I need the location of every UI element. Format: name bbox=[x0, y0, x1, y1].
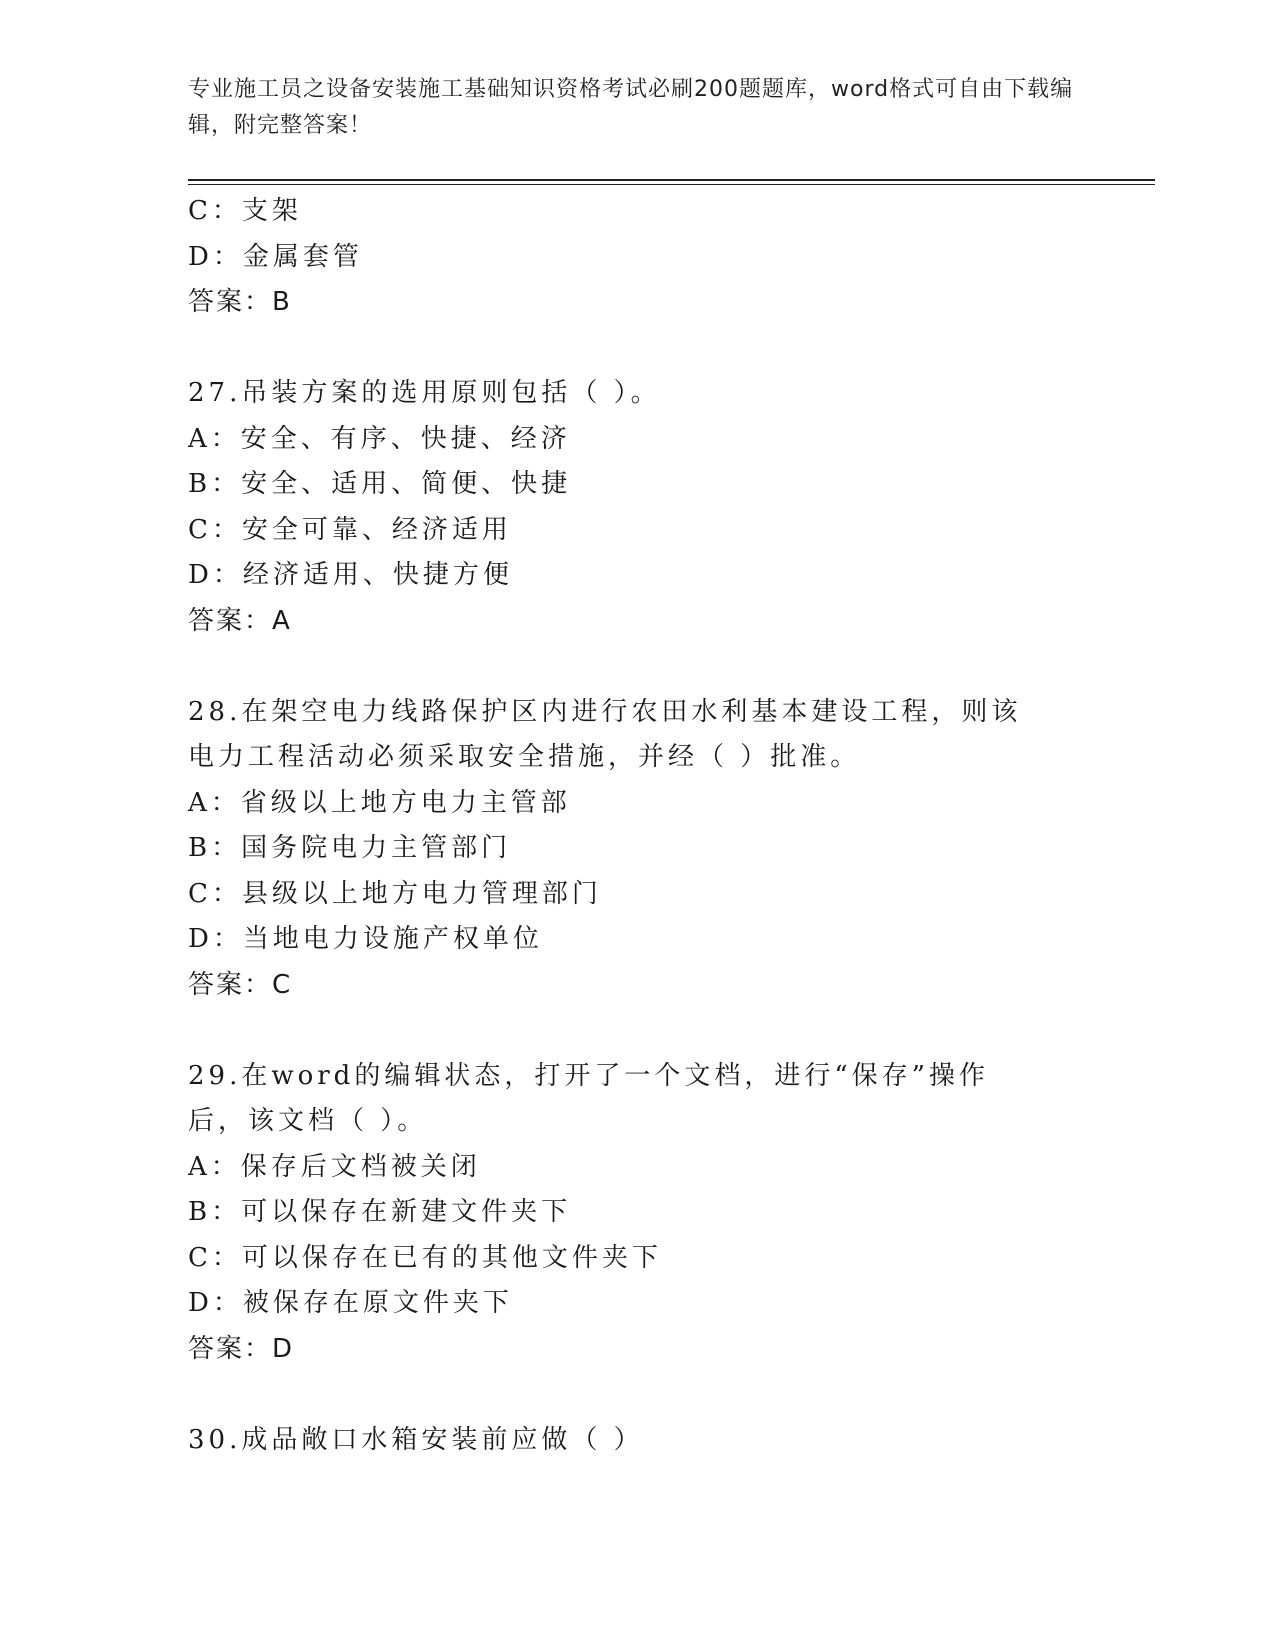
option-line: D：经济适用、快捷方便 bbox=[188, 560, 513, 590]
option-line: A：省级以上地方电力主管部 bbox=[188, 787, 571, 818]
option-line: C：可以保存在已有的其他文件夹下 bbox=[188, 1242, 662, 1273]
option-line: B：安全、适用、简便、快捷 bbox=[188, 469, 572, 499]
option-line: C：县级以上地方电力管理部门 bbox=[188, 878, 602, 909]
option-line: A：安全、有序、快捷、经济 bbox=[188, 423, 571, 454]
option-line: B：可以保存在新建文件夹下 bbox=[188, 1197, 572, 1227]
option-line: C：安全可靠、经济适用 bbox=[188, 514, 512, 545]
spacer bbox=[188, 1372, 1088, 1418]
answer-line: 答案：B bbox=[188, 287, 292, 317]
question-text: 27.吊装方案的选用原则包括（ ）。 bbox=[188, 378, 661, 408]
option-line: D：被保存在原文件夹下 bbox=[188, 1288, 513, 1318]
question-text: 30.成品敞口水箱安装前应做（ ） bbox=[188, 1424, 644, 1455]
header-rule-thin bbox=[188, 184, 1155, 185]
spacer bbox=[188, 644, 1088, 690]
question-text: 29.在word的编辑状态，打开了一个文档，进行“保存”操作后，该文档（ ）。 bbox=[188, 1060, 989, 1136]
document-header: 专业施工员之设备安装施工基础知识资格考试必刷200题题库，word格式可自由下载编辑，附完整答案！ bbox=[188, 77, 1074, 138]
option-line: C：支架 bbox=[188, 196, 302, 226]
spacer bbox=[188, 326, 1088, 372]
option-line: A：保存后文档被关闭 bbox=[188, 1151, 481, 1182]
document-body bbox=[188, 189, 1088, 1463]
option-line: B：国务院电力主管部门 bbox=[188, 833, 512, 863]
header-rule-thick bbox=[188, 179, 1155, 181]
question-text: 28.在架空电力线路保护区内进行农田水利基本建设工程，则该电力工程活动必须采取安全措施，并经（ ）批准。 bbox=[188, 696, 1022, 772]
spacer bbox=[188, 1008, 1088, 1054]
option-line: D：金属套管 bbox=[188, 241, 363, 272]
answer-line: 答案：D bbox=[188, 1333, 295, 1364]
option-line: D：当地电力设施产权单位 bbox=[188, 924, 543, 954]
answer-line: 答案：A bbox=[188, 605, 292, 636]
answer-line: 答案：C bbox=[188, 969, 293, 1000]
